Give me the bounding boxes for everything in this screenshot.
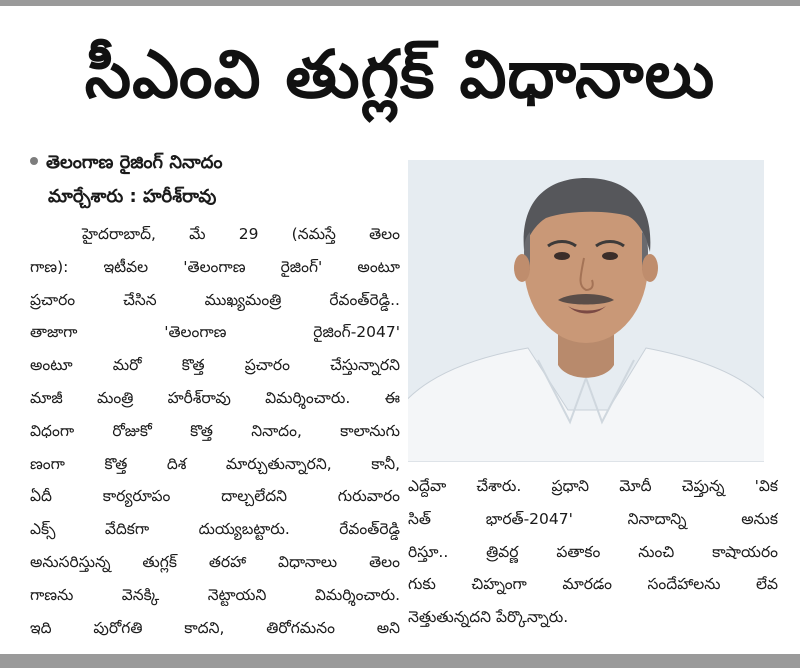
body-line: సిత్ భారత్-2047' నినాదాన్ని అనుక bbox=[408, 509, 778, 528]
body-line: ణంగా కొత్త దిశ మార్చుతున్నారని, కానీ, bbox=[30, 454, 400, 473]
body-line: ఎద్దేవా చేశారు. ప్రధాని మోదీ చెప్తున్న 'విక bbox=[408, 477, 778, 495]
body-line: నెత్తుతున్నదని పేర్కొన్నారు. bbox=[408, 608, 569, 627]
subhead-text-1: తెలంగాణ రైజింగ్ నినాదం bbox=[46, 152, 223, 173]
bottom-rule bbox=[0, 654, 800, 668]
body-line: అంటూ మరో కొత్త ప్రచారం చేస్తున్నారని bbox=[30, 356, 400, 375]
body-line: తాజాగా 'తెలంగాణ రైజింగ్-2047' bbox=[30, 323, 400, 342]
body-line: హైదరాబాద్, మే 29 (నమస్తే తెలం bbox=[82, 225, 400, 243]
body-line: ఎక్స్ వేదికగా దుయ్యబట్టారు. రేవంత్‌రెడ్డి bbox=[30, 520, 400, 539]
body-line: రిస్తూ.. త్రివర్ణ పతాకం నుంచి కాషాయరం bbox=[408, 542, 778, 561]
body-line: మాజీ మంత్రి హరీశ్‌రావు విమర్శించారు. ఈ bbox=[30, 388, 400, 407]
portrait-photo bbox=[408, 160, 764, 462]
body-line: ఇది పురోగతి కాదని, తిరోగమనం అని bbox=[30, 618, 400, 637]
body-line: గుకు చిహ్నంగా మారడం సందేహాలను లేవ bbox=[408, 575, 778, 594]
top-rule bbox=[0, 0, 800, 6]
bullet-icon bbox=[30, 157, 38, 165]
subhead-line-1 bbox=[30, 146, 390, 180]
body-line: విధంగా రోజుకో కొత్త నినాదం, కాలానుగు bbox=[30, 421, 400, 440]
portrait-illustration bbox=[408, 160, 764, 462]
article-left-column bbox=[30, 218, 400, 644]
body-line: గాణ): ఇటీవల 'తెలంగాణ రైజింగ్' అంటూ bbox=[30, 257, 400, 276]
subheads bbox=[30, 146, 390, 214]
subhead-line-2: మార్చేశారు : హరీశ్‌రావు bbox=[48, 186, 217, 207]
body-line: అనుసరిస్తున్న తుగ్లక్ తరహా విధానాలు తెలం bbox=[30, 552, 400, 571]
article-right-column bbox=[408, 470, 778, 634]
body-line: గాణను వెనక్కి నెట్టాయని విమర్శించారు. bbox=[30, 585, 400, 604]
headline: సీఎంవి తుగ్లక్ విధానాలు bbox=[84, 36, 716, 113]
body-line: ప్రచారం చేసిన ముఖ్యమంత్రి రేవంత్‌రెడ్డి.. bbox=[30, 290, 400, 309]
body-line: ఏదీ కార్యరూపం దాల్చలేదని గురువారం bbox=[30, 487, 400, 506]
